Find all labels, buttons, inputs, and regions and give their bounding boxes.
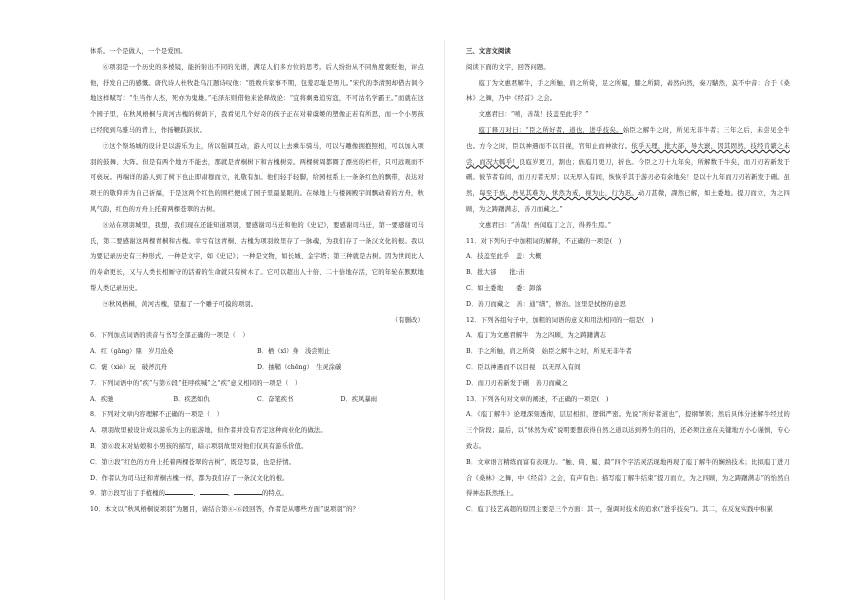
q9-sep-1: 、: [193, 490, 200, 498]
classical-p3-f: 动刀甚微，謋然已解，如土委地。提刀而立，为之四顾，为之踌躇满志，善刀而藏之。”: [466, 190, 790, 213]
q13-option-b[interactable]: B．文章语言精练而富有表现力。“触、倚、履、踦”四个字活灵活现地再现了庖丁解牛的娴熟技术；比拟庖丁进刀合《桑林》之舞，中《经首》之会，有声有色；描写庖丁解牛结束“提刀而立，为之四顾，为之踌躇满志”的怡然自得神态跃然纸上。: [466, 458, 790, 498]
q6-options-row2: [90, 360, 424, 376]
q11-option-c[interactable]: C．如土委地 委：卸落: [466, 284, 542, 292]
passage-p5: ⑨秋风梧桐，黄河古槐，望迤了一个雕子可摸的项羽。: [102, 300, 258, 308]
q9-blank-1[interactable]: [165, 494, 193, 495]
wavy-underlined-sentence-2: 每至于族，吾见其难为，怵然为戒，视为止，行为迟。: [479, 190, 638, 198]
question-9: [90, 486, 424, 502]
q12-option-a[interactable]: A．庖丁为文惠君解牛 为之四顾，为之踌躇满志: [466, 332, 607, 340]
q8-option-c[interactable]: C．第⑦段“红色的方舟上托着两棵苍翠的古树”，既是写景，也是抒情。: [90, 458, 296, 466]
right-column: [466, 44, 790, 518]
question-7: 7．下列词语中的“疾”与第⑥段“狂呼疾喊”之“疾”意义相同的一项是（ ）: [90, 379, 302, 387]
q7-option-b[interactable]: B．疾恶如仇: [173, 395, 210, 403]
passage-p3: ⑦这个祭场城的设计是以游乐为主，所以强调互动，游人可以上去乘车骑马，可以与雕像拥抱照相，可以加入项羽的鼓舞、大阵。但是有两个地方不能去，那就是青桐树下和古槐树旁。两棵树周都圈了漂亮的栏杆，只可远观而不可亵玩。再端详的游人到了树下也止即肃穆而立，礼敬有加。他们轻手轻脚，给园柱系上一条条红色的飘带，表达对项王的敬仰并为自己祈福，于是这两个红色的围栏便成了园子里最显眼的。在绿地上与楼阁殿宇间飘动着的方舟，秋风气韵，红色的方舟上托着两棵苍翠的古树。: [90, 142, 424, 213]
passage-p1: 体系。一个是做人，一个是爱国。: [90, 48, 187, 55]
q9-text-d: 的特点。: [261, 490, 288, 498]
question-11: 11．对下列句子中加粗词的解释，不正确的一项是( ): [466, 237, 622, 245]
q12-option-b[interactable]: B．手之所触，肩之所倚 始臣之解牛之时，所见无非牛者: [466, 348, 632, 356]
underlined-sentence: 庖丁释刀对曰：“臣之所好者，道也，进乎技矣。: [478, 126, 623, 134]
column-divider: [444, 40, 445, 600]
classical-p3-b: 始臣之解牛之时，所见无非牛者；三年之后，未尝见全牛也。方今之时，臣以神遇而不以目视，官知止而神欲行。: [466, 126, 790, 150]
q9-blank-3[interactable]: [234, 494, 262, 495]
question-8: 8．下列对文章内容理解不正确的一项是（ ）: [90, 411, 224, 419]
q13-option-c[interactable]: C．庖丁技艺高超的原因主要是三个方面：其一，强调对技术的追求(“进乎技矣”)。其二，在反复实践中积累: [466, 506, 774, 514]
q11-option-a[interactable]: A．技盖至此乎 盖：大概: [466, 253, 542, 261]
passage-p2: ⑥项羽是一个历史的多棱镜，能折射出不同的光谱，满足人们多方位的思考。后人纷纷从不同角度褒贬他，评点他，抒发自己的感慨。唐代诗人杜牧赴乌江题诗叹他：“胜败兵家事不期，包羞忍耻是男儿。”宋代的李清照却借古讽今地这样赋写：“生当作人杰，死亦为鬼雄。”毛泽东则借他来论释战论：“宜将剩勇追穷寇，不可沽名学霸王。”而就在这个园子里，在秋风梧桐与黄河古槐的树荫下，我看见几个好奇的孩子正在对着虞姬的塑像正若有所思，而一个小男孩已经爬到乌骓马的背上，作扬鞭跃跃状。: [90, 63, 424, 134]
source-note: （有删改）: [391, 316, 424, 324]
q6-option-d[interactable]: D．抽鞘（chēng） 生灵涂碳: [257, 363, 342, 371]
question-13: 13．下列各句对文章的阐述，不正确的一项是( ): [466, 395, 609, 403]
classical-p2: 文惠君曰：“嘻，善哉！技盖至此乎？”: [478, 111, 589, 119]
q11-option-b[interactable]: B．批大郤 批:击: [466, 269, 525, 277]
q12-option-d[interactable]: D．而刀刃若新发于硎 善刀而藏之: [466, 379, 568, 387]
q13-option-a[interactable]: A．《庖丁解牛》论理深刻透彻，层层相扣，逻辑严密。先说“所好者道也”，提纲挈领；然后具体分述解牛经过的三个阶段；最后，以“怵然为戒”说明要想获得自然之道以达到养生的目的，还必须注意在关键地方小心谨慎，专心致志。: [466, 411, 790, 450]
classical-p3-d: 良庖岁更刀，割也；族庖月更刀，折也。今臣之刀十九年矣，所解数千牛矣，而刀刃若新发于硎。彼节者有间，而刀刃者无厚；以无厚入有间，恢恢乎其于游刃必有余地矣！是以十九年而刀刃若新发于硎。虽然，: [466, 158, 791, 198]
question-6: 6．下列加点词语的读音与书写全部正确的一项是（ ）: [90, 332, 249, 340]
q12-option-c[interactable]: C．臣以神遇而不以目视 以无厚入有间: [466, 363, 581, 371]
q8-option-a[interactable]: A．项羽故里被设计成以游乐为主的旅游地，但作者并没有否定这种商业化的做法。: [90, 427, 327, 435]
q6-option-a[interactable]: A．红（gāng）鼎 岁月沧桑: [90, 348, 174, 356]
section-heading: 三、文言文阅读: [466, 47, 511, 55]
classical-p3: [466, 123, 790, 218]
passage-p4: ⑧站在项羽城里，我想，我们现在还能知道项羽，要感谢司马迁和他的《史记》，要感谢司马迁，第一要感谢司马氏，第二要感谢这两棵青桐和古槐。幸亏有这青桐、古槐为项羽故里存了一脉魂，为我们存了一条汉文化的根。我以为要记录历史有三种形式，一种是文字，如《史记》；一种是文物，如长城、金字塔；第三种就是古树。因为世间比人的寿命更长，又与人类长相厮守的活着的生命就只有树木了。它可以超出人十倍、二十倍地存活，它的年轮在默默地帮人类记录历史。: [90, 221, 424, 292]
q11-option-d[interactable]: D．善刀而藏之 善：通“缮”，修治。这里是拭擦的意思: [466, 300, 627, 308]
classical-p4: 文惠君曰：“善哉！吾闻庖丁之言，得养生焉。”: [478, 221, 612, 229]
reading-instruction: 阅读下面的文字，回答问题。: [466, 63, 550, 71]
q7-option-d[interactable]: D．疾风暴雨: [340, 395, 378, 403]
q7-options: [90, 392, 424, 408]
q9-text-a: 9．第⑦段写出了手植槐的: [90, 490, 166, 498]
q6-options-row1: [90, 344, 424, 360]
q7-option-a[interactable]: A．疾驰: [90, 395, 114, 403]
question-10: 10．本文以“秋风梧桐说项羽”为题目，请结合第④-⑥段回答，作者是从哪些方面“说项羽”的？: [90, 506, 360, 514]
q9-blank-2[interactable]: [200, 494, 228, 495]
q8-option-d[interactable]: D．作者认为司马迁和青桐古槐一样，都为我们存了一条汉文化的根。: [90, 474, 289, 482]
q8-option-b[interactable]: B．第⑥段末对姑娘和小男孩的描写，暗示项羽故里对他们仅具有游乐价值。: [90, 442, 308, 450]
q9-sep-2: 、: [227, 490, 234, 498]
q7-option-c[interactable]: C．奋笔疾书: [257, 395, 294, 403]
q6-option-c[interactable]: C．褒（xiè）玩 破斧沉舟: [90, 363, 168, 371]
question-12: 12．下列各组句子中，加粗的词语的意义和用法相同的一组是( ): [466, 316, 654, 324]
classical-p1: 庖丁为文惠君解牛，手之所触，肩之所倚，足之所履，膝之所踦，砉然向然，奏刀騞然，莫不中音：合于《桑林》之舞，乃中《经首》之会。: [466, 79, 790, 103]
wavy-underlined-sentence: 依乎天理，批大郤，导大窾，因其固然，技经肯綮之未尝，而况大軱乎！: [466, 142, 790, 166]
left-column: [90, 44, 424, 518]
q6-option-b[interactable]: B．栖（xī）身 浅尝则止: [257, 348, 331, 356]
